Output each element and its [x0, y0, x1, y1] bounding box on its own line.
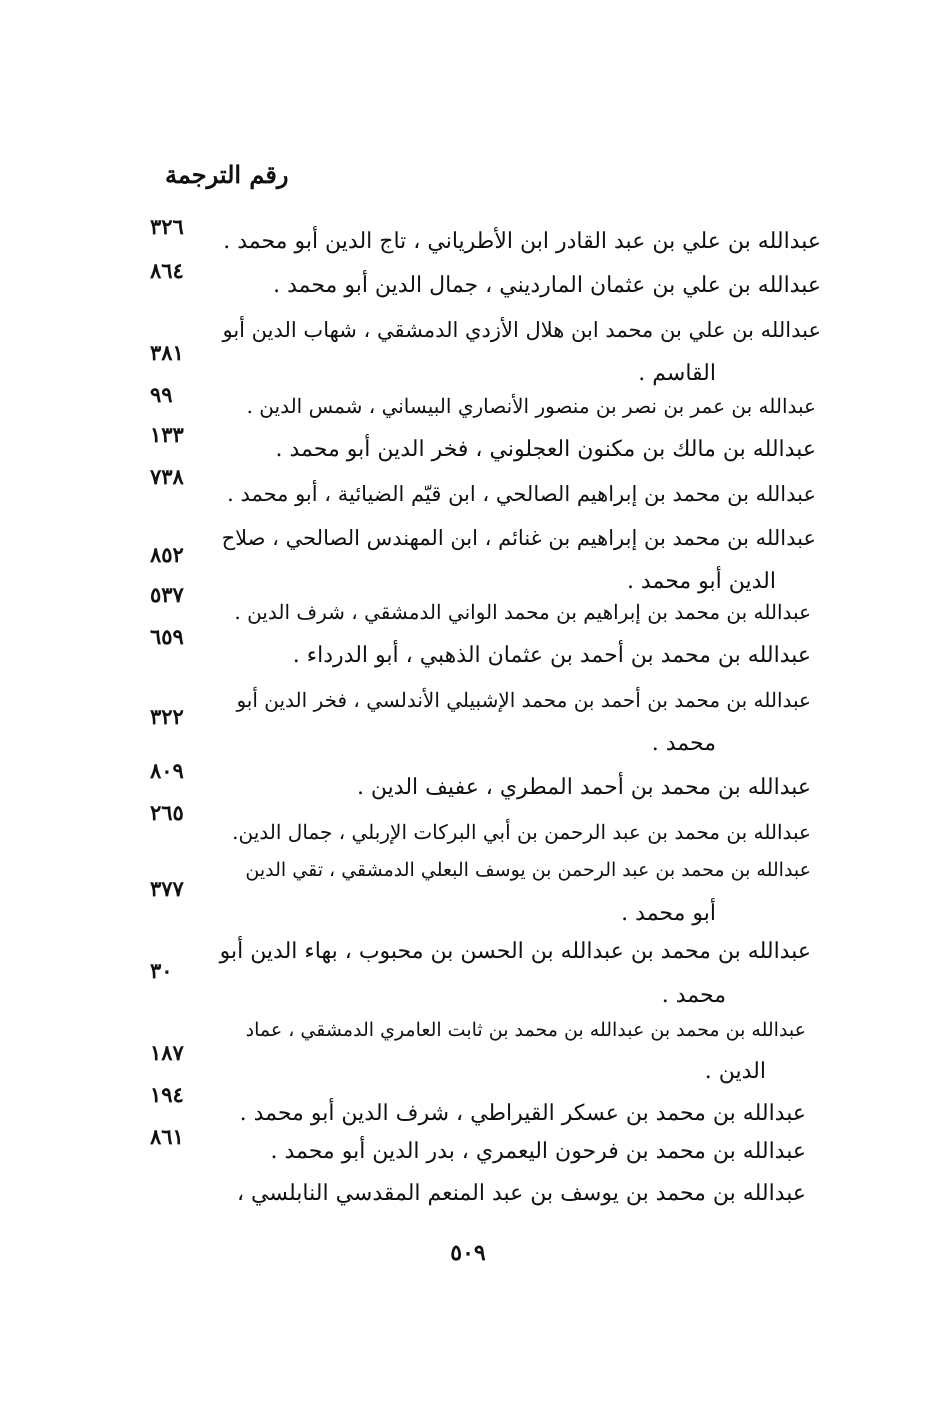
entry-translation-number: ٣٧٧ — [150, 876, 184, 901]
entry-translation-number: ٦٥٩ — [150, 624, 184, 649]
entry-continuation-line: الدين . — [704, 1059, 766, 1084]
entry-continuation-line: أبو محمد . — [621, 901, 716, 926]
entry-translation-number: ٨٥٢ — [150, 542, 184, 567]
entry-name-line: عبدالله بن محمد بن إبراهيم بن محمد الواني الدمشقي ، شرف الدين . — [234, 600, 811, 624]
entry-name-line: عبدالله بن محمد بن أحمد المطري ، عفيف الدين . — [356, 775, 811, 800]
entry-name-line: عبدالله بن محمد بن يوسف بن عبد المنعم المقدسي النابلسي ، — [236, 1181, 806, 1206]
entry-name-line: عبدالله بن محمد بن عبد الرحمن بن أبي البركات الإربلي ، جمال الدين. — [232, 820, 811, 844]
entry-name-line: عبدالله بن مالك بن مكنون العجلوني ، فخر الدين أبو محمد . — [275, 437, 816, 462]
entry-translation-number: ٨٠٩ — [150, 758, 184, 783]
entry-name-line: عبدالله بن علي بن عبد القادر ابن الأطرياني ، تاج الدين أبو محمد . — [223, 229, 821, 254]
entry-translation-number: ٨٦١ — [150, 1124, 184, 1149]
column-header-translation-number: رقم الترجمة — [165, 160, 289, 189]
entry-name-line: عبدالله بن محمد بن عبد الرحمن بن يوسف البعلي الدمشقي ، تقي الدين — [245, 859, 811, 881]
page-number: ٥٠٩ — [450, 1240, 486, 1266]
entry-translation-number: ٥٣٧ — [150, 582, 184, 607]
entry-translation-number: ٣٢٢ — [150, 704, 184, 729]
entry-name-line: عبدالله بن محمد بن أحمد بن محمد الإشبيلي الأندلسي ، فخر الدين أبو — [236, 688, 811, 712]
entry-translation-number: ٣٠ — [150, 958, 173, 983]
entry-translation-number: ٩٩ — [150, 382, 173, 407]
entry-name-line: عبدالله بن محمد بن عسكر القيراطي ، شرف الدين أبو محمد . — [239, 1101, 806, 1126]
entry-translation-number: ١٣٣ — [150, 422, 184, 447]
entry-name-line: عبدالله بن محمد بن إبراهيم بن غنائم ، ابن المهندس الصالحي ، صلاح — [221, 526, 816, 550]
entry-name-line: عبدالله بن محمد بن أحمد بن عثمان الذهبي ، أبو الدرداء . — [292, 643, 811, 668]
entry-name-line: عبدالله بن عمر بن نصر بن منصور الأنصاري البيساني ، شمس الدين . — [246, 394, 816, 418]
entry-continuation-line: القاسم . — [638, 361, 716, 386]
entry-name-line: عبدالله بن محمد بن عبدالله بن الحسن بن محبوب ، بهاء الدين أبو — [219, 939, 811, 964]
entry-translation-number: ١٩٤ — [150, 1082, 184, 1107]
entry-continuation-line: الدين أبو محمد . — [626, 569, 776, 594]
entry-name-line: عبدالله بن محمد بن إبراهيم الصالحي ، ابن قيّم الضيائية ، أبو محمد . — [227, 482, 816, 506]
entry-translation-number: ٣٢٦ — [150, 214, 184, 239]
entry-continuation-line: محمد . — [651, 731, 716, 756]
entry-translation-number: ٣٨١ — [150, 340, 184, 365]
entry-name-line: عبدالله بن محمد بن عبدالله بن محمد بن ثابت العامري الدمشقي ، عماد — [245, 1019, 806, 1041]
entry-name-line: عبدالله بن علي بن محمد ابن هلال الأزدي الدمشقي ، شهاب الدين أبو — [222, 318, 821, 342]
entry-translation-number: ٢٦٥ — [150, 800, 184, 825]
entry-name-line: عبدالله بن محمد بن فرحون اليعمري ، بدر الدين أبو محمد . — [270, 1139, 806, 1164]
entry-translation-number: ٨٦٤ — [150, 258, 184, 283]
entry-translation-number: ٧٣٨ — [150, 464, 184, 489]
entry-continuation-line: محمد . — [661, 983, 726, 1008]
entry-translation-number: ١٨٧ — [150, 1040, 184, 1065]
entry-name-line: عبدالله بن علي بن عثمان المارديني ، جمال الدين أبو محمد . — [273, 273, 821, 298]
